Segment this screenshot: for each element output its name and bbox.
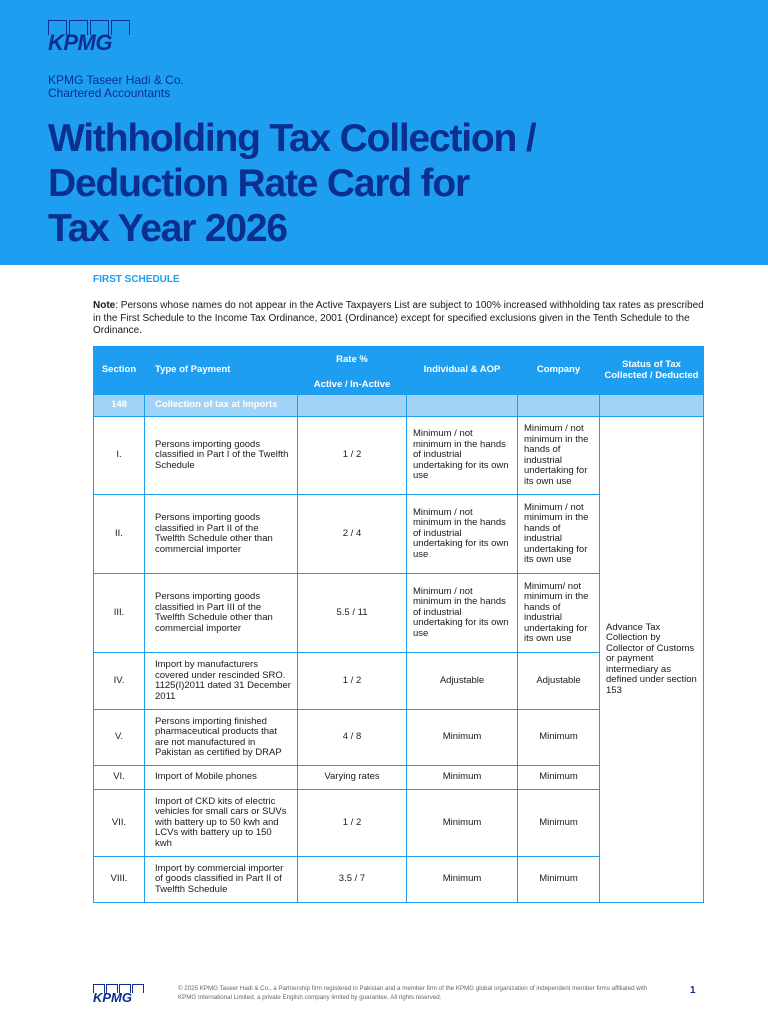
row-individual-aop: Minimum / not minimum in the hands of industrial undertaking for its own use (407, 574, 518, 653)
header-type: Type of Payment (145, 347, 298, 395)
row-section-number: VIII. (94, 857, 145, 903)
row-section-number: VI. (94, 766, 145, 790)
title-line-3: Tax Year 2026 (48, 207, 287, 250)
rate-table (93, 346, 704, 903)
row-rate: 1 / 2 (298, 417, 407, 495)
header-individual: Individual & AOP (407, 347, 518, 395)
firm-block (48, 74, 184, 100)
row-individual-aop: Minimum (407, 790, 518, 857)
row-rate: 3.5 / 7 (298, 857, 407, 903)
row-payment-type: Import of CKD kits of electric vehicles for small cars or SUVs with battery up to 50 kwh and LCVs with battery up to 150 kwh (145, 790, 298, 857)
kpmg-logo (48, 20, 134, 56)
title-line-1: Withholding Tax Collection / (48, 117, 536, 160)
row-rate: 1 / 2 (298, 790, 407, 857)
title-line-2: Deduction Rate Card for (48, 162, 469, 205)
row-tax-status: Advance Tax Collection by Collector of Customs or payment intermediary as defined under section 153 (600, 417, 704, 903)
row-section-number: I. (94, 417, 145, 495)
firm-subtitle: Chartered Accountants (48, 86, 171, 100)
footer-logo-wordmark: KPMG (93, 990, 132, 1005)
row-individual-aop: Minimum (407, 710, 518, 766)
row-payment-type: Persons importing goods classified in Part II of the Twelfth Schedule other than commercial importer (145, 495, 298, 574)
row-section-number: VII. (94, 790, 145, 857)
section-empty-cell (407, 395, 518, 417)
note-label: Note (93, 300, 116, 311)
row-company: Minimum (518, 857, 600, 903)
row-payment-type: Persons importing finished pharmaceutical products that are not manufactured in Pakistan as certified by DRAP (145, 710, 298, 766)
row-company: Minimum (518, 790, 600, 857)
row-payment-type: Import of Mobile phones (145, 766, 298, 790)
row-section-number: V. (94, 710, 145, 766)
row-payment-type: Persons importing goods classified in Part III of the Twelfth Schedule other than commercial importer (145, 574, 298, 653)
row-company: Minimum/ not minimum in the hands of industrial undertaking for its own use (518, 574, 600, 653)
row-section-number: IV. (94, 653, 145, 710)
row-section-number: II. (94, 495, 145, 574)
header-status: Status of Tax Collected / Deducted (600, 347, 704, 395)
row-individual-aop: Minimum (407, 766, 518, 790)
row-individual-aop: Minimum (407, 857, 518, 903)
row-company: Adjustable (518, 653, 600, 710)
header-company: Company (518, 347, 600, 395)
note-paragraph (93, 300, 705, 338)
row-payment-type: Persons importing goods classified in Part I of the Twelfth Schedule (145, 417, 298, 495)
section-empty-cell (518, 395, 600, 417)
page-number: 1 (690, 985, 696, 996)
row-individual-aop: Minimum / not minimum in the hands of industrial undertaking for its own use (407, 417, 518, 495)
row-individual-aop: Minimum / not minimum in the hands of industrial undertaking for its own use (407, 495, 518, 574)
footer-copyright: © 2025 KPMG Taseer Hadi & Co., a Partnership firm registered in Pakistan and a member firm of the KPMG global organization of independent member firms affiliated with KPMG International Limited, a private English company limited by guarantee. All rights reserved. (178, 985, 648, 1001)
row-company: Minimum (518, 710, 600, 766)
row-individual-aop: Adjustable (407, 653, 518, 710)
section-row (94, 395, 704, 417)
row-payment-type: Import by manufacturers covered under rescinded SRO. 1125(I)2011 dated 31 December 2011 (145, 653, 298, 710)
table-header-row (94, 347, 704, 395)
firm-name: KPMG Taseer Hadi & Co. (48, 73, 184, 87)
table-row (94, 417, 704, 495)
logo-wordmark: KPMG (48, 30, 112, 55)
row-rate: Varying rates (298, 766, 407, 790)
row-company: Minimum / not minimum in the hands of industrial undertaking for its own use (518, 495, 600, 574)
header-banner (0, 0, 768, 265)
header-section: Section (94, 347, 145, 395)
row-rate: 4 / 8 (298, 710, 407, 766)
header-rate (298, 347, 407, 395)
section-empty-cell (600, 395, 704, 417)
row-section-number: III. (94, 574, 145, 653)
row-payment-type: Import by commercial importer of goods classified in Part II of Twelfth Schedule (145, 857, 298, 903)
row-rate: 2 / 4 (298, 495, 407, 574)
page-title (48, 116, 535, 251)
schedule-label: FIRST SCHEDULE (93, 274, 180, 285)
section-title: Collection of tax at Imports (145, 395, 298, 417)
note-text: : Persons whose names do not appear in the Active Taxpayers List are subject to 100% increased withholding tax rates as prescribed in the First Schedule to the Income Tax Ordinance, 2001 (Ordinance) except for specified exclusions given in the Tenth Schedule to the Ordinance. (93, 300, 704, 336)
row-rate: 5.5 / 11 (298, 574, 407, 653)
header-rate-line2: Active / In-Active (313, 378, 391, 390)
footer-kpmg-logo (93, 984, 145, 1006)
row-rate: 1 / 2 (298, 653, 407, 710)
header-rate-line1: Rate % (336, 354, 368, 365)
section-empty-cell (298, 395, 407, 417)
row-company: Minimum / not minimum in the hands of industrial undertaking for its own use (518, 417, 600, 495)
row-company: Minimum (518, 766, 600, 790)
section-number: 148 (94, 395, 145, 417)
